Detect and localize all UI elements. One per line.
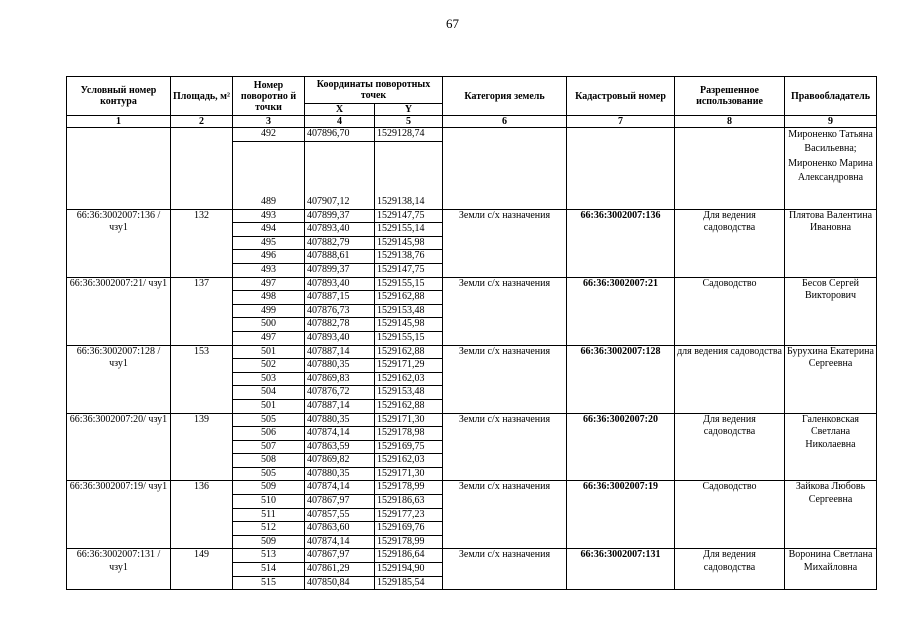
coord-x: 407880,35 (305, 413, 375, 427)
usage-cell: для ведения садоводства (675, 345, 785, 413)
cadastral-cell: 66:36:3002007:136 (567, 209, 675, 277)
point-number: 502 (233, 359, 305, 373)
coord-y: 1529155,15 (375, 331, 443, 345)
contour-cell (67, 128, 171, 210)
cadastral-cell: 66:36:3002007:131 (567, 549, 675, 590)
coord-x: 407893,40 (305, 277, 375, 291)
header-coords: Координаты поворотных точек (305, 77, 443, 104)
coord-y: 1529194,90 (375, 563, 443, 577)
usage-cell: Садоводство (675, 481, 785, 549)
coord-x: 407874,14 (305, 481, 375, 495)
coord-y: 1529169,75 (375, 440, 443, 454)
coord-x: 407880,35 (305, 467, 375, 481)
owner-cell: Плятова Валентина Ивановна (785, 209, 877, 277)
point-number: 499 (233, 304, 305, 318)
coord-y: 1529171,30 (375, 467, 443, 481)
coord-x: 407893,40 (305, 331, 375, 345)
header-area: Площадь, м² (171, 77, 233, 116)
header-x: X (305, 104, 375, 116)
contour-cell: 66:36:3002007:131 /чзу1 (67, 549, 171, 590)
column-number: 1 (67, 116, 171, 128)
point-number: 505 (233, 413, 305, 427)
contour-cell: 66:36:3002007:128 /чзу1 (67, 345, 171, 413)
table-row (67, 481, 877, 495)
area-cell: 132 (171, 209, 233, 277)
table-row (67, 413, 877, 427)
coord-y: 1529185,54 (375, 576, 443, 590)
coord-y: 1529128,74 (375, 128, 443, 142)
usage-cell: Садоводство (675, 277, 785, 345)
coord-x: 407874,14 (305, 427, 375, 441)
point-number: 512 (233, 522, 305, 536)
area-cell: 136 (171, 481, 233, 549)
coord-y: 1529186,64 (375, 549, 443, 563)
point-number: 495 (233, 236, 305, 250)
coord-y: 1529145,98 (375, 236, 443, 250)
category-cell (443, 128, 567, 210)
coord-x: 407893,40 (305, 223, 375, 237)
column-number: 4 (305, 116, 375, 128)
point-number: 508 (233, 454, 305, 468)
header-y: Y (375, 104, 443, 116)
coord-y: 1529138,14 (375, 141, 443, 209)
area-cell (171, 128, 233, 210)
point-number: 515 (233, 576, 305, 590)
point-number: 497 (233, 331, 305, 345)
coord-x: 407863,60 (305, 522, 375, 536)
coord-x: 407887,14 (305, 345, 375, 359)
owner-cell: Воронина Светлана Михайловна (785, 549, 877, 590)
coord-x: 407850,84 (305, 576, 375, 590)
table-row (67, 277, 877, 291)
usage-cell: Для ведения садоводства (675, 413, 785, 481)
point-number: 506 (233, 427, 305, 441)
header-category: Категория земель (443, 77, 567, 116)
coord-y: 1529171,30 (375, 413, 443, 427)
cadastral-cell: 66:36:3002007:128 (567, 345, 675, 413)
point-number: 509 (233, 535, 305, 549)
coord-x: 407882,78 (305, 318, 375, 332)
coord-y: 1529138,76 (375, 250, 443, 264)
category-cell: Земли с/х назначения (443, 277, 567, 345)
coord-y: 1529145,98 (375, 318, 443, 332)
coord-y: 1529153,48 (375, 304, 443, 318)
coord-x: 407863,59 (305, 440, 375, 454)
point-number: 493 (233, 263, 305, 277)
point-number: 501 (233, 399, 305, 413)
coord-x: 407896,70 (305, 128, 375, 142)
table-row (67, 209, 877, 223)
owner-cell: Зайкова Любовь Сергеевна (785, 481, 877, 549)
coord-y: 1529162,88 (375, 399, 443, 413)
coord-x: 407857,55 (305, 508, 375, 522)
header-contour: Условный номер контура (67, 77, 171, 116)
coord-y: 1529162,88 (375, 291, 443, 305)
coord-x: 407882,79 (305, 236, 375, 250)
coord-y: 1529155,14 (375, 223, 443, 237)
column-number: 9 (785, 116, 877, 128)
point-number: 510 (233, 495, 305, 509)
header-usage: Разрешенное использование (675, 77, 785, 116)
coord-x: 407869,83 (305, 372, 375, 386)
cadastral-cell: 66:36:3002007:20 (567, 413, 675, 481)
column-number: 3 (233, 116, 305, 128)
coord-y: 1529147,75 (375, 263, 443, 277)
table-row (67, 345, 877, 359)
contour-cell: 66:36:3002007:20/ чзу1 (67, 413, 171, 481)
coord-x: 407880,35 (305, 359, 375, 373)
area-cell: 153 (171, 345, 233, 413)
owner-cell: Бесов Сергей Викторович (785, 277, 877, 345)
coord-y: 1529162,88 (375, 345, 443, 359)
coord-y: 1529162,03 (375, 372, 443, 386)
coord-x: 407867,97 (305, 495, 375, 509)
point-number: 494 (233, 223, 305, 237)
owner-cell: Галенковская Светлана Николаевна (785, 413, 877, 481)
coord-x: 407887,15 (305, 291, 375, 305)
contour-cell: 66:36:3002007:136 /чзу1 (67, 209, 171, 277)
owner-cell: Мироненко Татьяна Васильевна; Мироненко Марина Александровна (785, 128, 877, 210)
coord-x: 407861,29 (305, 563, 375, 577)
area-cell: 137 (171, 277, 233, 345)
point-number: 513 (233, 549, 305, 563)
coord-y: 1529178,99 (375, 535, 443, 549)
coord-y: 1529186,63 (375, 495, 443, 509)
contour-cell: 66:36:3002007:19/ чзу1 (67, 481, 171, 549)
point-number: 507 (233, 440, 305, 454)
contour-table (66, 76, 877, 590)
category-cell: Земли с/х назначения (443, 345, 567, 413)
point-number: 496 (233, 250, 305, 264)
usage-cell: Для ведения садоводства (675, 209, 785, 277)
point-number: 500 (233, 318, 305, 332)
coord-x: 407876,72 (305, 386, 375, 400)
coord-x: 407888,61 (305, 250, 375, 264)
column-number: 2 (171, 116, 233, 128)
point-number: 511 (233, 508, 305, 522)
usage-cell (675, 128, 785, 210)
owner-cell: Бурухина Екатерина Сергеевна (785, 345, 877, 413)
point-number: 501 (233, 345, 305, 359)
coord-y: 1529178,98 (375, 427, 443, 441)
point-number: 493 (233, 209, 305, 223)
point-number: 497 (233, 277, 305, 291)
category-cell: Земли с/х назначения (443, 209, 567, 277)
coord-y: 1529178,99 (375, 481, 443, 495)
coord-y: 1529162,03 (375, 454, 443, 468)
header-owner: Правообладатель (785, 77, 877, 116)
coord-x: 407899,37 (305, 209, 375, 223)
coord-y: 1529153,48 (375, 386, 443, 400)
cadastral-cell (567, 128, 675, 210)
header-point: Номер поворотно й точки (233, 77, 305, 116)
coord-x: 407907,12 (305, 141, 375, 209)
coord-y: 1529169,76 (375, 522, 443, 536)
coord-y: 1529155,15 (375, 277, 443, 291)
usage-cell: Для ведения садоводства (675, 549, 785, 590)
header-cadastral: Кадастровый номер (567, 77, 675, 116)
coord-x: 407899,37 (305, 263, 375, 277)
point-number: 514 (233, 563, 305, 577)
cadastral-cell: 66:36:3002007:21 (567, 277, 675, 345)
coord-x: 407867,97 (305, 549, 375, 563)
coord-y: 1529177,23 (375, 508, 443, 522)
category-cell: Земли с/х назначения (443, 481, 567, 549)
point-number: 489 (233, 141, 305, 209)
column-number: 7 (567, 116, 675, 128)
coord-y: 1529147,75 (375, 209, 443, 223)
category-cell: Земли с/х назначения (443, 549, 567, 590)
coord-x: 407869,82 (305, 454, 375, 468)
coord-x: 407876,73 (305, 304, 375, 318)
coord-x: 407874,14 (305, 535, 375, 549)
page-number: 67 (446, 16, 459, 31)
area-cell: 139 (171, 413, 233, 481)
point-number: 504 (233, 386, 305, 400)
category-cell: Земли с/х назначения (443, 413, 567, 481)
point-number: 492 (233, 128, 305, 142)
coord-x: 407887,14 (305, 399, 375, 413)
point-number: 503 (233, 372, 305, 386)
column-number: 5 (375, 116, 443, 128)
column-number: 8 (675, 116, 785, 128)
cadastral-cell: 66:36:3002007:19 (567, 481, 675, 549)
point-number: 509 (233, 481, 305, 495)
column-number: 6 (443, 116, 567, 128)
contour-cell: 66:36:3002007:21/ чзу1 (67, 277, 171, 345)
point-number: 505 (233, 467, 305, 481)
area-cell: 149 (171, 549, 233, 590)
table-row (67, 128, 877, 142)
coord-y: 1529171,29 (375, 359, 443, 373)
table-row (67, 549, 877, 563)
point-number: 498 (233, 291, 305, 305)
